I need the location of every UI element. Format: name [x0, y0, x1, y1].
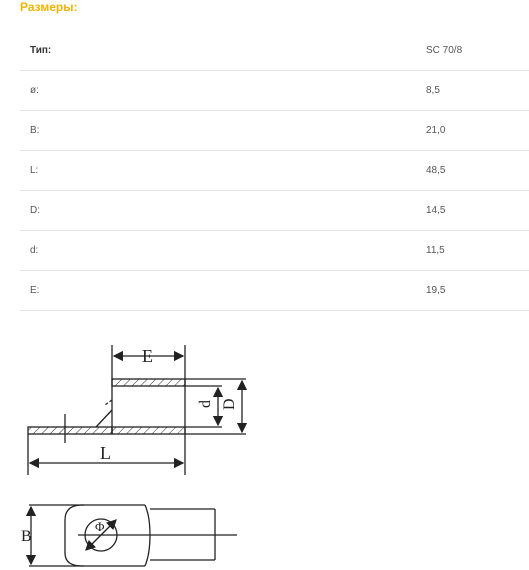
spec-value: 21,0 [426, 125, 446, 136]
spec-key: d: [30, 245, 39, 256]
side-view [28, 345, 246, 475]
top-view [29, 505, 237, 566]
spec-value: 8,5 [426, 85, 440, 96]
spec-key: Тип: [30, 45, 52, 56]
label-d-inner: d [197, 400, 214, 408]
dimensions-heading: Размеры: [20, 0, 78, 14]
spec-value: 14,5 [426, 205, 446, 216]
spec-value: 48,5 [426, 165, 446, 176]
spec-key: L: [30, 165, 39, 176]
spec-key: B: [30, 125, 40, 136]
spec-value: 11,5 [426, 245, 445, 256]
spec-key: ø: [30, 85, 39, 96]
spec-key: E: [30, 285, 40, 296]
label-d-outer: D [221, 398, 238, 410]
label-l: L [100, 443, 111, 463]
label-e: E [142, 346, 153, 366]
spec-key: D: [30, 205, 40, 216]
spec-value: SC 70/8 [426, 45, 463, 56]
spec-value: 19,5 [426, 285, 446, 296]
label-b: B [21, 528, 32, 545]
label-phi: Φ [95, 519, 105, 534]
